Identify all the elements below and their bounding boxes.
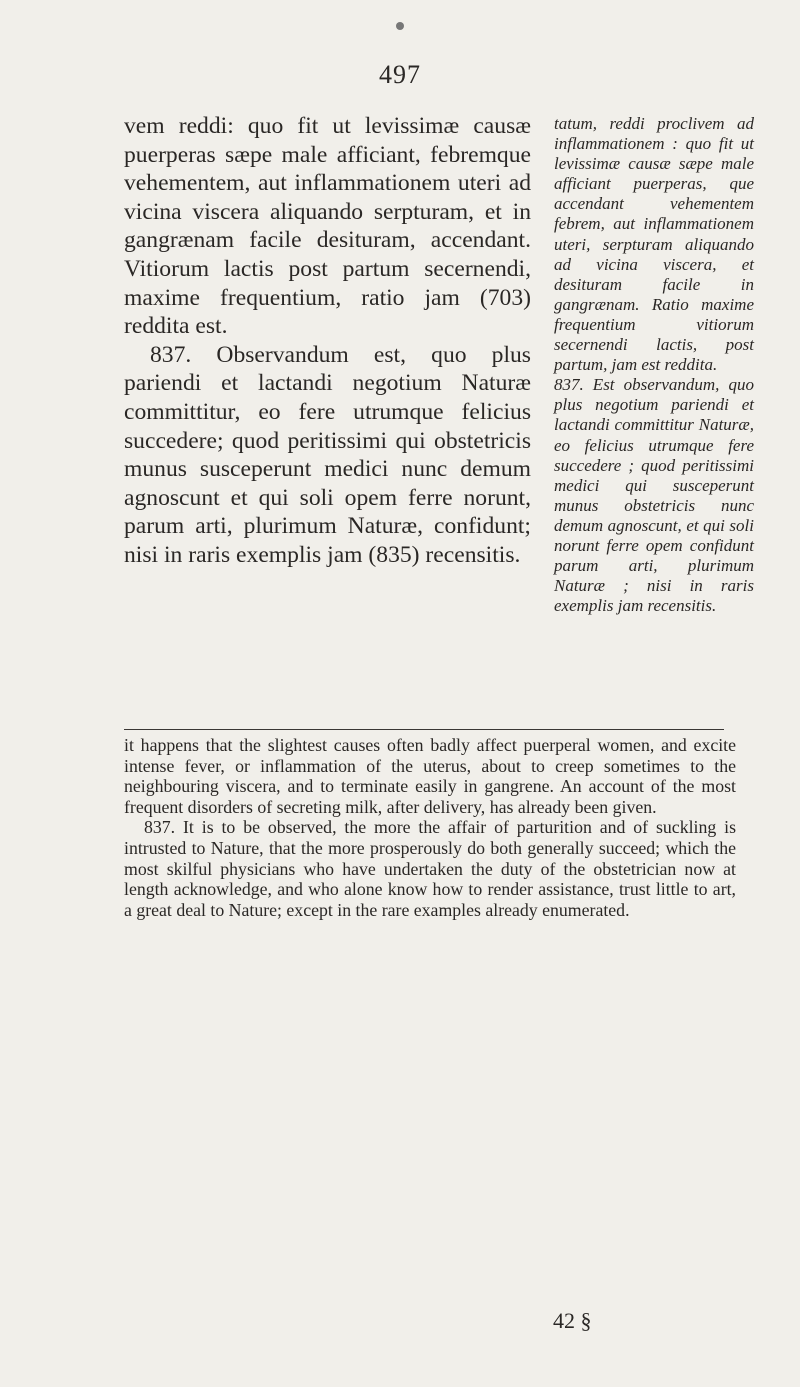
latin-gloss-section-837: 837. Est observandum, quo plus negotium pariendi et lactandi committitur Naturæ, eo felicius utrumque fere succedere ; quod peritissimi medici qui susceperunt munus obstetricis nunc demum agnoscunt, et qui soli norunt ferre opem confidunt parum arti, plurimum Naturæ ; nisi in raris exemplis jam recensitis. [554,375,754,616]
catchword: 42 § [553,1308,592,1333]
latin-main-column [124,112,531,570]
section-divider [124,729,724,730]
english-continuation: it happens that the slightest causes often badly affect puerperal women, and excite intense fever, or inflammation of the uterus, about to creep sometimes to the neighbouring viscera, and to terminate easily in gangrene. An account of the most frequent disorders of secreting milk, after delivery, has already been given. [124,735,736,817]
printer-mark [396,22,404,30]
latin-main-continuation: vem reddi: quo fit ut levissimæ causæ puerperas sæpe male afficiant, febremque vehementem, aut inflammationem uteri ad vicina viscera aliquando serpturam, et in gangrænam facile desituram, accendant. Vitiorum lactis post partum secernendi, maxime frequentium, ratio jam (703) reddita est. [124,113,531,340]
latin-gloss-column [554,114,754,616]
english-section-837: 837. It is to be observed, the more the affair of parturition and of suckling is intrusted to Nature, that the more prosperously do both generally succeed; which the most skilful physicians who have undertaken the duty of the obstetrician now at length acknowledge, and who alone know how to render assistance, trust little to art, a great deal to Nature; except in the rare examples already enumerated. [124,817,736,920]
latin-gloss-continuation: tatum, reddi proclivem ad inflammationem : quo fit ut levissimæ causæ sæpe male afficiant puerperas, que accendant vehementem febrem, aut inflammationem uteri, serpturam aliquando ad vicina viscera, et desituram facile in gangrænam. Ratio maxime frequentium vitiorum secernendi lactis, post partum, jam est reddita. [554,114,754,375]
english-translation [124,735,736,920]
page-number: 497 [379,60,421,89]
latin-main-section-837: 837. Observandum est, quo plus pariendi et lactandi negotium Naturæ committitur, eo fere utrumque felicius succedere; quod peritissimi qui obstetricis munus susceperunt medici nunc demum agnoscunt et qui soli opem ferre norunt, parum arti, plurimum Naturæ, confidunt; nisi in raris exemplis jam (835) recensitis. [124,341,531,568]
